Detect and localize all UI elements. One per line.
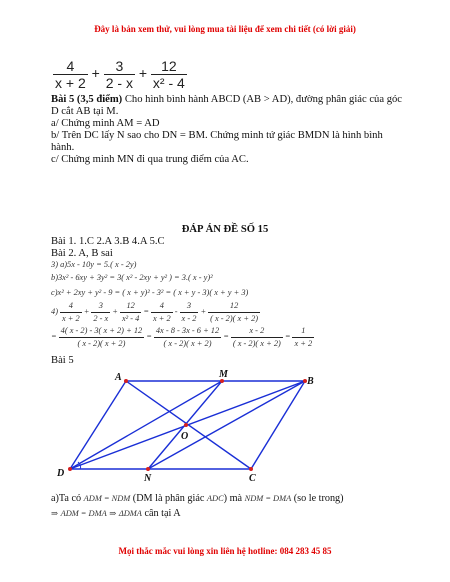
numerator: 12 — [120, 300, 141, 313]
line-prefix: 4) — [51, 307, 58, 317]
operator: + — [112, 307, 118, 317]
denominator: 2 - x — [93, 314, 109, 323]
bai5-part-b: b/ Trên DC lấy N sao cho DN = BM. Chứng minh tứ giác BMDN là hình bình — [51, 130, 383, 141]
fraction: $\frac{3}{2 - x}$ — [105, 58, 133, 91]
numerator: x - 2 — [231, 325, 283, 338]
fraction: $\frac{4}{x + 2}$ — [55, 58, 86, 91]
numerator: 3 — [91, 300, 110, 313]
label-c: C — [249, 473, 256, 484]
bai5-part-a: a/ Chứng minh AM = AD — [51, 118, 160, 129]
line-prefix: = — [51, 332, 57, 342]
figure-points — [68, 379, 307, 471]
label-d: D — [57, 468, 65, 479]
numerator: 4x - 8 - 3x - 6 + 12 — [154, 325, 221, 338]
operator: = — [223, 332, 229, 342]
numerator: 3 — [180, 300, 199, 313]
operator: + — [91, 65, 100, 82]
answer-bai3-c: c)x² + 2xy + y² - 9 = ( x + y)² - 3² = ( x + y - 3)( x + y + 3) — [51, 288, 249, 297]
denominator: ( x - 2)( x + 2) — [232, 339, 281, 348]
label-a: A — [115, 372, 122, 383]
solution-line-2: ⇒ ADM = DMA ⇒ ΔDMA cân tại A — [51, 508, 181, 519]
bai5-part-b-cont: hành. — [51, 142, 75, 153]
denominator: ( x - 2)( x + 2) — [163, 339, 212, 348]
bai5-intro2: D cắt AB tại M. — [51, 106, 119, 117]
header-banner: Đây là bản xem thử, vui lòng mua tài liệu để xem chi tiết (có lời giải) — [94, 24, 356, 34]
denominator: ( x - 2)( x + 2) — [77, 339, 126, 348]
answer-bai2: Bài 2. A, B sai — [51, 248, 113, 259]
numerator: 4 — [151, 300, 173, 313]
label-b: B — [307, 376, 314, 387]
operator: = — [284, 332, 291, 342]
denominator: x + 2 — [153, 314, 171, 323]
operator: + — [200, 307, 207, 317]
operator: - — [174, 307, 178, 317]
answer-bai3-b: b)3x² - 6xy + 3y² = 3( x² - 2xy + y² ) = 3.( x - y)² — [51, 273, 213, 282]
point-a — [124, 379, 128, 383]
numerator: 4( x - 2) - 3( x + 2) + 12 — [59, 325, 145, 338]
operator: = — [146, 332, 152, 342]
numerator: 4 — [60, 300, 82, 313]
denominator: x - 2 — [181, 314, 197, 323]
operator: = — [143, 307, 149, 317]
answer-bai1: Bài 1. 1.C 2.A 3.B 4.A 5.C — [51, 236, 165, 247]
segment-bc — [251, 381, 305, 469]
segment-da — [70, 381, 126, 469]
operator: + — [83, 307, 90, 317]
point-c — [249, 467, 253, 471]
label-m: M — [219, 369, 228, 380]
label-o: O — [181, 431, 189, 442]
numerator: 1 — [292, 325, 314, 338]
answer-title: ĐÁP ÁN ĐỀ SỐ 15 — [181, 224, 269, 235]
denominator: x² - 4 — [121, 314, 140, 323]
footer-banner: Mọi thắc mắc vui lòng xin liên hệ hotline: 084 283 45 85 — [118, 546, 332, 556]
label-n: N — [144, 473, 152, 484]
point-n — [146, 467, 150, 471]
answer-bai5-label: Bài 5 — [51, 355, 74, 366]
operator: + — [138, 65, 148, 82]
denominator: ( x - 2)( x + 2) — [210, 314, 259, 323]
answer-bai3-a: 3) a)5x - 10y = 5.( x - 2y) — [51, 260, 137, 269]
segment-dm — [70, 381, 222, 469]
denominator: x + 2 — [61, 314, 80, 323]
bai5-part-c: c/ Chứng minh MN đi qua trung điểm của AC. — [51, 154, 249, 165]
numerator: 12 — [208, 300, 260, 313]
point-d — [68, 467, 72, 471]
denominator: x + 2 — [294, 339, 313, 348]
solution-line-1: a)Ta có ADM = NDM (DM là phân giác ADC) mà NDM = DMA (so le trong) — [51, 493, 344, 504]
point-o — [184, 423, 188, 427]
bai5-intro: Bài 5 (3,5 điểm) Cho hình bình hành ABCD (AB > AD), đường phân giác của góc — [51, 94, 402, 105]
fraction: $\frac{12}{\text{x² - 4}}$ — [152, 58, 185, 91]
segment-nb — [148, 381, 305, 469]
